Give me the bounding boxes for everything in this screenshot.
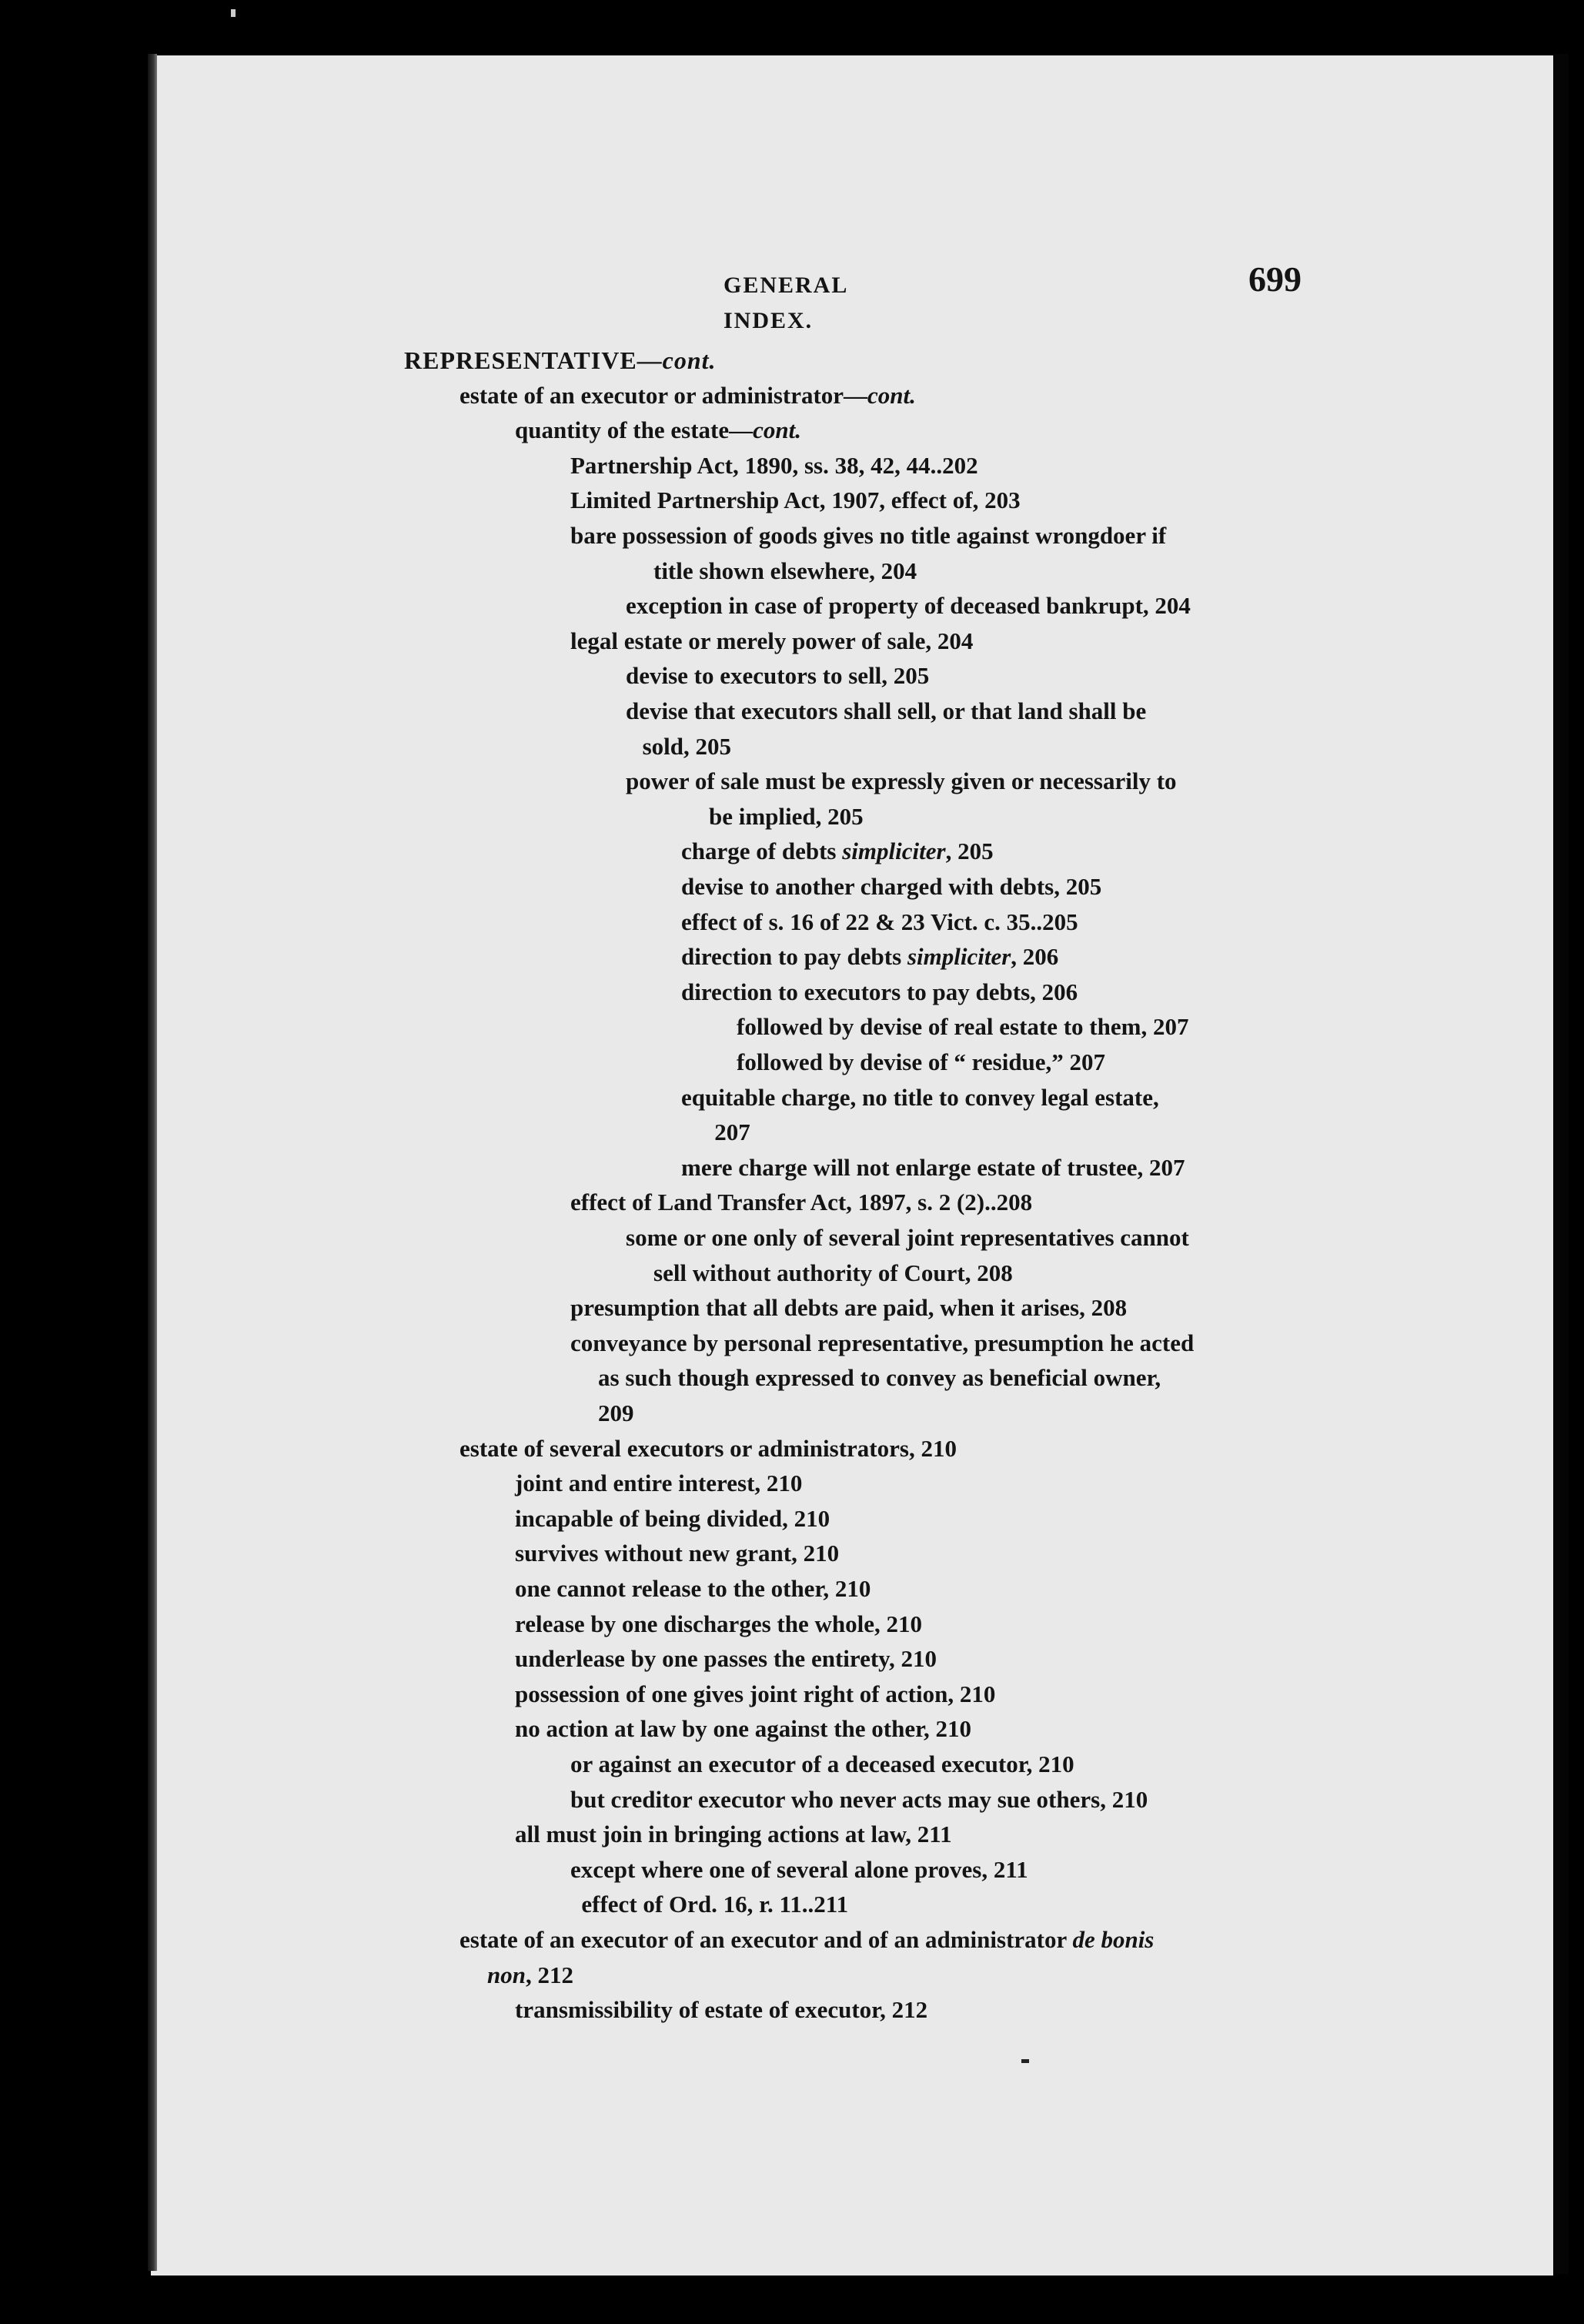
entry-text: effect of Land Transfer Act, 1897, s. 2 (2)..208: [570, 1189, 1033, 1216]
entry-text: incapable of being divided, 210: [515, 1504, 830, 1532]
entry-text: conveyance by personal representative, presumption he acted: [570, 1329, 1195, 1356]
index-entry: [515, 1501, 830, 1537]
entry-suffix: , 206: [1011, 943, 1059, 971]
index-entry: [459, 378, 916, 413]
index-entry: [709, 799, 864, 834]
index-entry: [653, 553, 917, 589]
entry-italic-text: cont.: [753, 416, 801, 444]
entry-text: title shown elsewhere, 204: [653, 557, 917, 584]
entry-text: quantity of the estate—: [515, 416, 754, 444]
running-header: GENERAL INDEX.: [723, 273, 847, 333]
index-entry: [515, 1466, 802, 1501]
index-entry: [626, 764, 1177, 799]
index-entry: [681, 1150, 1185, 1185]
entry-text: power of sale must be expressly given or necessarily to: [626, 767, 1177, 795]
entry-text: sold, 205: [642, 732, 732, 760]
scan-speck: [231, 9, 236, 17]
entry-text: no action at law by one against the other, 210: [515, 1715, 972, 1743]
index-entry: [570, 1747, 1074, 1782]
index-entry: [515, 1536, 839, 1571]
page-number: 699: [1248, 259, 1302, 299]
index-entry: [626, 588, 1191, 624]
index-entry: [681, 834, 994, 869]
entry-text: legal estate or merely power of sale, 204: [570, 627, 974, 654]
entry-text: effect of Ord. 16, r. 11..211: [581, 1891, 849, 1918]
entry-italic-text: simpliciter: [842, 838, 946, 865]
entry-text: presumption that all debts are paid, when it arises, 208: [570, 1294, 1128, 1322]
entry-text: transmissibility of estate of executor, 212: [515, 1996, 928, 2024]
index-entry: [459, 1922, 1154, 1958]
entry-text: joint and entire interest, 210: [515, 1470, 803, 1497]
entry-text: release by one discharges the whole, 210: [515, 1610, 922, 1637]
entry-text: REPRESENTATIVE—: [404, 346, 663, 374]
index-entry: [643, 729, 731, 764]
index-entry: [487, 1958, 573, 1993]
entry-italic-text: non: [487, 1961, 526, 1988]
entry-suffix: , 212: [525, 1961, 573, 1988]
page-binding-edge: [148, 54, 157, 2271]
entry-text: estate of an executor of an executor and of an administrator: [459, 1926, 1073, 1953]
index-entry: [570, 624, 973, 659]
index-entry: [737, 1045, 1105, 1080]
index-entry: [515, 1607, 922, 1642]
entry-text: estate of an executor or administrator—: [459, 381, 868, 409]
entry-italic-text: cont.: [662, 346, 717, 374]
index-entry: [570, 1852, 1028, 1888]
scan-speck: [1021, 2059, 1029, 2063]
entry-text: equitable charge, no title to convey legal estate,: [681, 1083, 1159, 1111]
entry-text: sell without authority of Court, 208: [653, 1259, 1013, 1286]
index-entry: [515, 1571, 871, 1607]
entry-italic-text: cont.: [867, 381, 916, 409]
entry-text: direction to pay debts: [681, 943, 907, 971]
entry-text: 207: [714, 1119, 750, 1146]
entry-text: Limited Partnership Act, 1907, effect of, 203: [570, 487, 1021, 514]
index-entry: [626, 1220, 1189, 1256]
entry-text: bare possession of goods gives no title against wrongdoer if: [570, 522, 1167, 549]
entry-text: mere charge will not enlarge estate of trustee, 207: [681, 1153, 1185, 1181]
entry-text: possession of one gives joint right of action, 210: [515, 1680, 996, 1707]
index-entry: [570, 1185, 1032, 1220]
entry-text: devise to executors to sell, 205: [626, 662, 930, 690]
index-entry: [653, 1256, 1013, 1291]
entry-text: or against an executor of a deceased executor, 210: [570, 1751, 1074, 1777]
entry-text: charge of debts: [681, 838, 843, 865]
entry-text: exception in case of property of deceased bankrupt, 204: [626, 592, 1191, 620]
entry-italic-text: simpliciter: [907, 943, 1011, 971]
entry-text: devise that executors shall sell, or that land shall be: [626, 697, 1147, 724]
index-entry: [515, 1711, 971, 1747]
index-entry: [626, 658, 929, 694]
index-entry: [737, 1009, 1188, 1045]
index-entry: [681, 869, 1101, 905]
index-entry: [515, 1641, 937, 1677]
entry-italic-text: de bonis: [1072, 1926, 1155, 1953]
page-right-edge: [1553, 54, 1569, 2274]
index-entry: [598, 1360, 1161, 1396]
entry-text: some or one only of several joint representatives cannot: [626, 1224, 1189, 1251]
index-entry: [570, 1290, 1127, 1326]
entry-text: except where one of several alone proves, 211: [570, 1855, 1028, 1883]
entry-text: be implied, 205: [709, 802, 864, 830]
index-entry: [515, 1677, 995, 1712]
entry-text: followed by devise of “ residue,” 207: [737, 1048, 1106, 1075]
index-entry: [598, 1396, 634, 1431]
entry-text: Partnership Act, 1890, ss. 38, 42, 44..202: [570, 451, 978, 479]
entry-text: devise to another charged with debts, 205: [681, 873, 1102, 900]
index-entry: [570, 448, 978, 483]
index-entry: [570, 518, 1166, 553]
index-entry: [681, 905, 1078, 940]
index-entry: [681, 1080, 1159, 1115]
entry-text: followed by devise of real estate to them, 207: [737, 1013, 1189, 1041]
index-entry: [570, 1326, 1194, 1361]
entry-text: but creditor executor who never acts may sue others, 210: [570, 1785, 1148, 1813]
index-heading: [404, 343, 717, 378]
entry-suffix: , 205: [945, 838, 994, 865]
index-entry: [714, 1115, 750, 1150]
index-entry: [570, 1782, 1148, 1817]
entry-text: all must join in bringing actions at law, 211: [515, 1821, 952, 1848]
index-entry: [459, 1431, 957, 1466]
entry-text: effect of s. 16 of 22 & 23 Vict. c. 35..205: [681, 908, 1078, 935]
entry-text: 209: [598, 1399, 634, 1426]
index-entry: [581, 1887, 848, 1922]
entry-text: survives without new grant, 210: [515, 1540, 840, 1567]
index-entry: [626, 694, 1146, 729]
entry-text: estate of several executors or administrators, 210: [459, 1434, 957, 1462]
index-entry: [515, 1992, 927, 2028]
entry-text: one cannot release to the other, 210: [515, 1575, 871, 1602]
entry-text: underlease by one passes the entirety, 210: [515, 1645, 937, 1673]
index-entry: [681, 939, 1058, 975]
index-entry: [515, 1817, 952, 1852]
entry-text: as such though expressed to convey as beneficial owner,: [598, 1364, 1161, 1392]
index-entry: [681, 975, 1078, 1010]
index-entry: [570, 483, 1021, 518]
index-entry: [515, 413, 801, 448]
entry-text: direction to executors to pay debts, 206: [681, 978, 1078, 1005]
